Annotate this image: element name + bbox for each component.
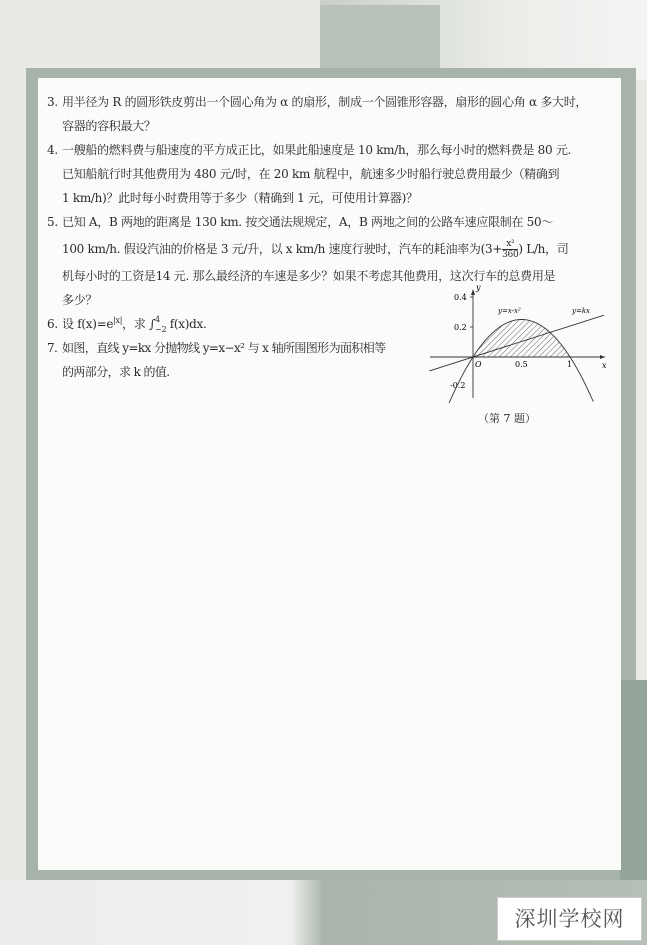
question-3: 3. 用半径为 R 的圆形铁皮剪出一个圆心角为 α 的扇形，制成一个圆锥形容器，扇形的圆心角 α 多大时， 容器的容积最大？ [47,95,588,133]
x-tick: 1 [567,360,573,369]
watermark: 深圳学校网 [497,897,642,941]
x-axis-label: x [602,361,607,370]
y-tick: 0.4 [454,293,467,302]
y-tick: 0.2 [454,323,467,332]
question-7: 7. 如图，直线 y=kx 分抛物线 y=x−x² 与 x 轴所围图形为面积相等 的两部分，求 k 的值. [47,341,386,379]
question-6: 6. 设 $f(x)=e^{|x|}$，求 ∫ 4 −2 f(x)dx. [47,314,207,334]
y-axis-arrow [471,289,475,295]
question-4: 4. 一艘船的燃料费与船速度的平方成正比，如果此船速度是 10 km/h，那么每小时的燃料费是 80 元. 已知船航行时其他费用为 480 元/时，在 20 km 航程中，航速多少时船行驶总费用最少（精确到 1 km/h)？此时每小时费用等于多少（精确到 1 元，可使用计算器)？ [47,143,572,205]
parabola-figure [420,283,610,403]
parabola-label: y=x-x² [498,307,521,315]
question-5-line-2: 100 km/h. 假设汽油的价格是 3 元/升，以 x km/h 速度行驶时，汽车的耗油率为(3+ $\frac{\text{x²}}{360}$ ) L/h，司 [62,239,569,260]
y-tick: -0.2 [450,381,466,390]
fraction: $\frac{\text{x²}}{360}$ [502,239,519,260]
question-5: 5. 已知 A，B 两地的距离是 130 km. 按交通法规规定，A，B 两地之间的公路车速应限制在 50～ 100 km/h. 假设汽油的价格是 3 元/升，以 x km/h 速度行驶时，汽车的耗油率为(3+ $\frac{\text{x²}}{360}$ ) L/h，司 机每小时的工资是14 元. 那么最经济的车速是多少？如果不考虑其他费用，这次行车的总费用是 多少？ [47,210,617,312]
x-axis-arrow [600,355,605,359]
origin-label: O [475,360,482,369]
line-label: y=kx [572,307,591,315]
figure-caption: （第 7 题） [478,412,536,425]
scan-background-right [620,680,647,880]
y-axis-label: y [476,283,481,292]
x-tick: 0.5 [515,360,528,369]
